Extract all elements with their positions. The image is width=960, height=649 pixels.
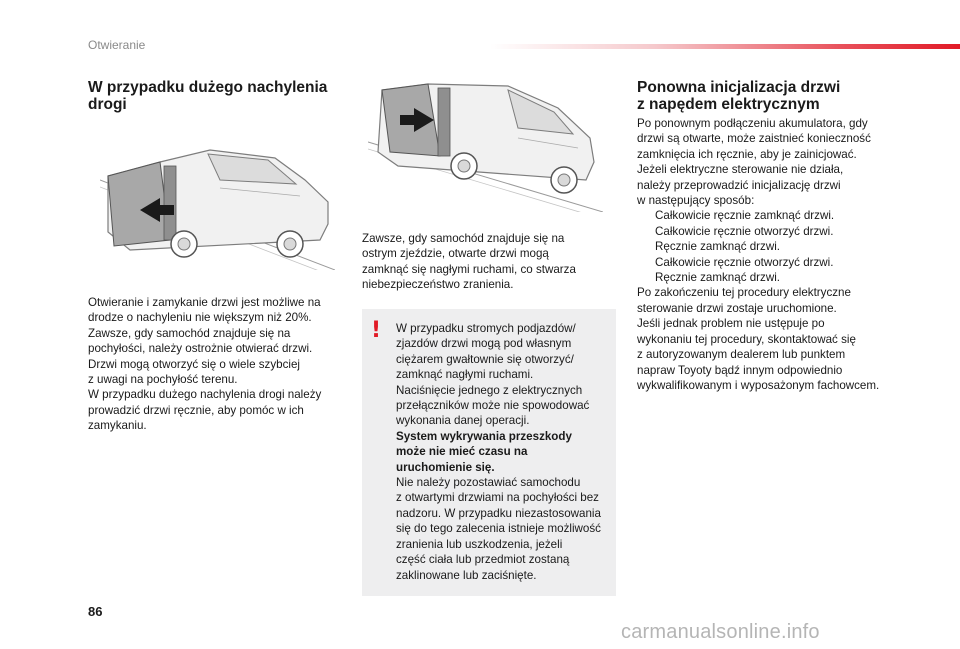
text-line: niebezpieczeństwo zranienia. [362, 278, 514, 292]
text-line: zamknąć się nagłymi ruchami, co stwarza [362, 262, 576, 276]
text-line: drzwi są otwarte, może zaistnieć konieczność [637, 132, 871, 146]
text-line: należy przeprowadzić inicjalizację drzwi [637, 178, 841, 192]
section-header-title: Otwieranie [88, 38, 146, 52]
text-line: zjazdów drzwi mogą pod własnym [396, 337, 572, 351]
text-line: się do tego zalecenia istnieje możliwość [396, 522, 601, 536]
text-line: W przypadku dużego nachylenia drogi należy [88, 388, 322, 402]
text-line: nadzoru. W przypadku niezastosowania [396, 506, 601, 520]
step-text: Ręcznie zamknąć drzwi. [655, 271, 780, 285]
warning-box [362, 309, 616, 596]
step-text: Ręcznie zamknąć drzwi. [655, 240, 780, 254]
text-line: z uwagi na pochyłość terenu. [88, 373, 238, 387]
step-text: Całkowicie ręcznie zamknąć drzwi. [655, 209, 835, 223]
step-item [637, 255, 913, 270]
text-line: Po zakończeniu tej procedury elektryczne [637, 286, 851, 300]
text-line: zaklinowane lub zaciśnięte. [396, 568, 537, 582]
van-uphill-illustration [368, 82, 603, 212]
text-line: Jeśli jednak problem nie ustępuje po [637, 317, 825, 331]
slope-paragraph [88, 295, 348, 434]
header-accent-bar [490, 44, 960, 49]
text-line: zamknięcia ich ręcznie, aby je zainicjować. [637, 147, 857, 161]
text-line: zamknąć nagłymi ruchami. [396, 368, 534, 382]
text-line: napraw Toyoty bądź innym odpowiednio [637, 363, 843, 377]
text-line: przełączników może nie spowodować [396, 399, 590, 413]
text-line-bold: System wykrywania przeszkody [396, 429, 572, 443]
text-line: zranienia lub uszkodzenia, jeżeli [396, 537, 563, 551]
step-item [637, 224, 913, 239]
text-line: Zawsze, gdy samochód znajduje się na [362, 232, 565, 245]
step-text: Całkowicie ręcznie otworzyć drzwi. [655, 224, 834, 238]
text-line: sterowanie drzwi zostaje uruchomione. [637, 301, 837, 315]
text-line: w następujący sposób: [637, 194, 755, 208]
downhill-paragraph [362, 231, 612, 293]
heading-line: z napędem elektrycznym [637, 96, 820, 113]
text-line: wykonania danej operacji. [396, 414, 530, 428]
heading-line: Ponowna inicjalizacja drzwi [637, 79, 841, 96]
warning-text [396, 321, 616, 583]
warning-exclamation-icon: ! [371, 318, 382, 343]
text-line: wykonaniu tej procedury, skontaktować się [637, 332, 856, 346]
heading-reinitialisation [637, 79, 897, 113]
text-line: część ciała lub przedmiot zostaną [396, 553, 570, 567]
step-item [637, 208, 913, 223]
text-line: Jeżeli elektryczne sterowanie nie działa, [637, 163, 844, 177]
step-item [637, 239, 913, 254]
text-line: ostrym zjeździe, otwarte drzwi mogą [362, 247, 549, 261]
text-line: zamykaniu. [88, 419, 147, 433]
step-text: Całkowicie ręcznie otworzyć drzwi. [655, 255, 834, 269]
heading-line: drogi [88, 96, 127, 113]
text-line: W przypadku stromych podjazdów/ [396, 322, 576, 335]
watermark: carmanualsonline.info [621, 621, 820, 643]
text-line: drodze o nachyleniu nie większym niż 20%. [88, 311, 312, 325]
text-line: z autoryzowanym dealerem lub punktem [637, 348, 846, 362]
heading-steep-slope [88, 79, 358, 113]
text-line: pochyłości, należy ostrożnie otwierać drzwi. [88, 342, 313, 356]
text-line: wykwalifikowanym i wyposażonym fachowcem. [637, 378, 880, 392]
text-line: prowadzić drzwi ręcznie, aby pomóc w ich [88, 403, 304, 417]
reinitialisation-text [637, 116, 913, 393]
step-item [637, 270, 913, 285]
text-line: Otwieranie i zamykanie drzwi jest możliwe na [88, 296, 321, 309]
heading-line: W przypadku dużego nachylenia [88, 79, 328, 96]
text-line-bold: uruchomienie się. [396, 460, 495, 474]
text-line: Drzwi mogą otworzyć się o wiele szybciej [88, 357, 300, 371]
text-line: Po ponownym podłączeniu akumulatora, gdy [637, 117, 868, 130]
text-line: z otwartymi drzwiami na pochyłości bez [396, 491, 599, 505]
text-line: ciężarem gwałtownie się otworzyć/ [396, 352, 574, 366]
text-line: Nie należy pozostawiać samochodu [396, 476, 581, 490]
text-line: Naciśnięcie jednego z elektrycznych [396, 383, 583, 397]
van-downhill-illustration [100, 140, 335, 270]
text-line-bold: może nie mieć czasu na [396, 445, 528, 459]
text-line: Zawsze, gdy samochód znajduje się na [88, 326, 291, 340]
page-number: 86 [88, 604, 103, 619]
